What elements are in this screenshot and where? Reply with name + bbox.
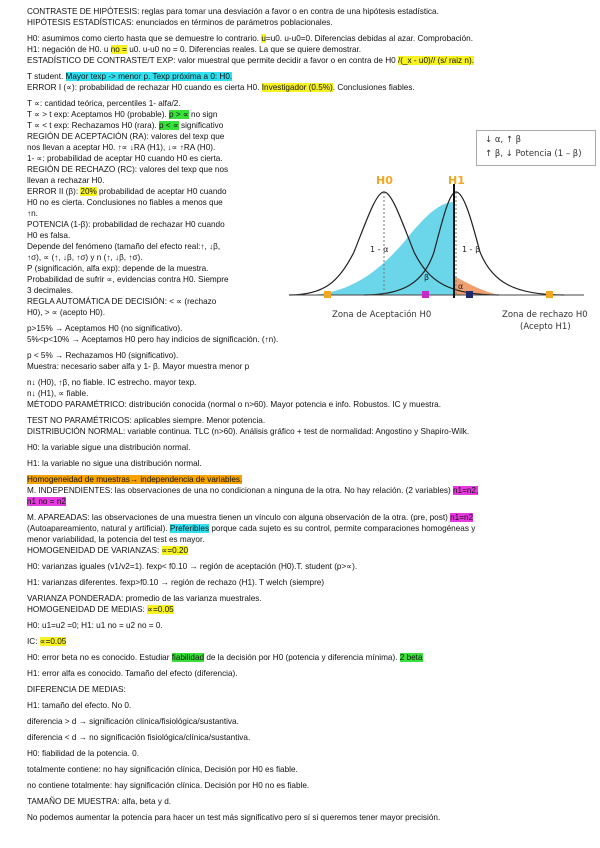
- text-line: [27, 512, 473, 523]
- text-segment: porque cada sujeto es su control, permite comparaciones homogéneas y: [209, 524, 476, 533]
- text-line: [27, 593, 262, 604]
- text-line: [27, 652, 423, 663]
- text-line: [27, 296, 216, 307]
- text-line: [27, 153, 223, 164]
- marker-h1-right: [546, 291, 553, 298]
- highlighted-text: /(_x - u0)// (s/ raiz n).: [398, 56, 474, 65]
- text-segment: H1: la variable no sigue una distribución normal.: [27, 459, 202, 468]
- text-segment: T student.: [27, 72, 66, 81]
- text-segment: H0), > ∝ (acepto H0).: [27, 308, 105, 317]
- text-line: [27, 323, 182, 334]
- zone-reject-label-1: Zona de rechazo H0: [502, 310, 588, 320]
- highlighted-text: Preferibles: [169, 524, 210, 533]
- text-line: [27, 350, 178, 361]
- text-line: [27, 263, 208, 274]
- legend-line-2: ↑ β, ↓ Potencia (1 – β): [485, 149, 582, 159]
- text-line: [27, 388, 88, 399]
- legend-box: [476, 130, 596, 166]
- text-segment: H0 es falsa.: [27, 231, 71, 240]
- text-segment: HOMOGENEIDAD DE MEDIAS:: [27, 605, 148, 614]
- beta-label: β: [424, 273, 430, 282]
- text-segment: . Conclusiones fiables.: [332, 83, 415, 92]
- highlighted-text: n1=n2: [450, 513, 474, 522]
- text-line: [27, 219, 225, 230]
- text-segment: H0 no es cierta. Conclusiones no fiables a menos que: [27, 198, 223, 207]
- text-segment: Depende del fenómeno (tamaño del efecto real:↑, ↓β,: [27, 242, 221, 251]
- text-line: [27, 620, 163, 631]
- highlighted-text: n1 no = n2: [27, 497, 66, 506]
- text-segment: de la decisión por H0 (potencia y diferencia mínima).: [204, 653, 400, 662]
- highlighted-text: ∝=0.05: [147, 605, 174, 614]
- text-segment: REGIÓN DE RECHAZO (RC): valores del texp que nos: [27, 165, 229, 174]
- text-segment: ERROR I (∝): probabilidad de rechazar H0 cuando es cierta H0.: [27, 83, 262, 92]
- text-segment: p < 5% → Rechazamos H0 (significativo).: [27, 351, 179, 360]
- text-line: [27, 131, 224, 142]
- highlighted-text: p < ∝: [158, 121, 179, 130]
- text-segment: M. INDEPENDIENTES: las observaciones de una no condicionan a ninguna de la otra. No hay relación. (2 variables): [27, 486, 453, 495]
- marker-alpha: [466, 291, 473, 298]
- text-segment: diferencia > d → significación clínica/fisiológica/sustantiva.: [27, 717, 239, 726]
- text-segment: nos llevan a aceptar H0. ↑∝ ↓RA (H1), ↓∝ ↑RA (H0).: [27, 143, 216, 152]
- text-segment: ↑n.: [27, 209, 38, 218]
- text-line: [27, 545, 188, 556]
- text-line: [27, 334, 278, 345]
- text-segment: H0: fiabilidad de la potencia. 0.: [27, 749, 139, 758]
- text-line: [27, 17, 333, 28]
- one-minus-alpha-label: 1 - α: [370, 245, 389, 254]
- text-segment: n↓ (H1), ∝ fiable.: [27, 389, 89, 398]
- text-line: [27, 230, 70, 241]
- text-line: [27, 175, 104, 186]
- text-line: [27, 274, 229, 285]
- highlighted-text: ∝=0.05: [39, 637, 67, 646]
- highlighted-text: Homogeneidad de muestras→ independencia de variables.: [27, 475, 243, 484]
- text-segment: H0: error beta no es conocido. Estudiar: [27, 653, 172, 662]
- text-line: [27, 55, 474, 66]
- text-line: [27, 164, 228, 175]
- highlighted-text: 2 beta: [399, 653, 423, 662]
- text-segment: No podemos aumentar la potencia para hacer un test más significativo pero sí si queremos tener mayor precisión.: [27, 813, 441, 822]
- text-segment: llevan a rechazar H0.: [27, 176, 105, 185]
- text-line: [27, 684, 126, 695]
- text-segment: 5%<p<10% → Aceptamos H0 pero hay indicios de significación. (↑n).: [27, 335, 279, 344]
- text-line: [27, 732, 250, 743]
- text-segment: ESTADÍSTICO DE CONTRASTE/T EXP: valor muestral que permite decidir a favor o en contra de H0: [27, 56, 398, 65]
- text-segment: p>15% → Aceptamos H0 (no significativo).: [27, 324, 183, 333]
- text-segment: H1: error alfa es conocido. Tamaño del efecto (diferencia).: [27, 669, 238, 678]
- text-line: [27, 98, 181, 109]
- text-line: [27, 716, 239, 727]
- text-segment: M. APAREADAS: las observaciones de una muestra tienen un vínculo con alguna observación de la otra. (pre, post): [27, 513, 451, 522]
- text-line: [27, 496, 66, 507]
- text-line: [27, 6, 439, 17]
- text-line: [27, 534, 205, 545]
- text-line: [27, 485, 478, 496]
- highlighted-text: ∝=0.20: [161, 546, 189, 555]
- text-segment: ↑σ), ∝ (↑, ↓β, ↑σ) y n (↑, ↓β, ↑σ).: [27, 253, 143, 262]
- text-line: [27, 361, 249, 372]
- text-line: [27, 120, 223, 131]
- text-line: [27, 636, 66, 647]
- text-segment: diferencia < d → no significación fisiológica/clínica/sustantiva.: [27, 733, 251, 742]
- highlighted-text: fiabilidad: [171, 653, 205, 662]
- text-line: [27, 71, 232, 82]
- text-segment: no sign: [188, 110, 218, 119]
- text-segment: DIFERENCIA DE MEDIAS:: [27, 685, 126, 694]
- text-line: [27, 796, 171, 807]
- highlighted-text: n1=n2,: [452, 486, 479, 495]
- text-segment: menor variabilidad, la potencia del test es mayor.: [27, 535, 205, 544]
- highlighted-text: p > ∝: [169, 110, 189, 119]
- highlighted-text: no =: [110, 45, 127, 54]
- text-line: [27, 208, 38, 219]
- text-line: [27, 197, 223, 208]
- text-line: [27, 668, 238, 679]
- text-line: [27, 285, 73, 296]
- text-line: [27, 399, 441, 410]
- text-line: [27, 812, 440, 823]
- text-line: [27, 82, 415, 93]
- text-line: [27, 44, 361, 55]
- text-line: [27, 426, 469, 437]
- highlighted-text: 20%: [80, 187, 97, 196]
- text-line: [27, 415, 265, 426]
- text-line: [27, 252, 143, 263]
- text-segment: significativo: [178, 121, 224, 130]
- text-segment: H1: varianzas diferentes. fexp>f0.10 → región de rechazo (H1). T welch (siempre): [27, 578, 325, 587]
- text-segment: totalmente contiene: no hay significación clínica, Decisión por H0 es fiable.: [27, 765, 298, 774]
- text-segment: VARIANZA PONDERADA: promedio de las varianza muestrales.: [27, 594, 262, 603]
- marker-beta: [422, 291, 429, 298]
- text-segment: 1- ∝: probabilidad de aceptar H0 cuando H0 es cierta.: [27, 154, 223, 163]
- text-line: [27, 764, 298, 775]
- one-minus-beta-label: 1 - β: [462, 245, 481, 254]
- text-line: [27, 780, 309, 791]
- text-segment: H0: asumimos como cierto hasta que se demuestre lo contrario.: [27, 34, 262, 43]
- text-segment: POTENCIA (1-β): probabilidad de rechazar H0 cuando: [27, 220, 225, 229]
- text-line: [27, 458, 202, 469]
- highlighted-text: u: [261, 34, 266, 43]
- text-segment: REGLA AUTOMÁTICA DE DECISIÓN: < ∝ (rechazo: [27, 297, 217, 306]
- text-segment: MÉTODO PARAMÉTRICO: distribución conocida (normal o n>60). Mayor potencia e info. Robustos. IC y muestra.: [27, 400, 442, 409]
- text-line: [27, 577, 324, 588]
- text-line: [27, 523, 475, 534]
- text-line: [27, 442, 190, 453]
- zone-reject-label-2: (Acepto H1): [520, 322, 571, 332]
- text-line: [27, 241, 220, 252]
- distribution-curves: [284, 172, 594, 340]
- text-line: [27, 186, 227, 197]
- text-segment: ERROR II (β):: [27, 187, 81, 196]
- text-segment: T ∝: cantidad teórica, percentiles 1- alfa/2.: [27, 99, 181, 108]
- text-line: [27, 700, 131, 711]
- text-segment: DISTRIBUCIÓN NORMAL: variable continua. TLC (n>60). Análisis gráfico + test de normalidad: Angostino y Shapiro-Wilk.: [27, 427, 470, 436]
- text-line: [27, 474, 242, 485]
- text-line: [27, 109, 217, 120]
- text-segment: REGIÓN DE ACEPTACIÓN (RA): valores del texp que: [27, 132, 225, 141]
- text-segment: H0: varianzas iguales (v1/v2=1). fexp< f0.10 → región de aceptación (H0).T. student (p>∝).: [27, 562, 358, 571]
- text-segment: Probabilidad de sufrir ∝, evidencias contra H0. Siempre: [27, 275, 229, 284]
- hypothesis-figure: [284, 172, 594, 340]
- text-segment: 3 decimales.: [27, 286, 73, 295]
- text-line: [27, 561, 357, 572]
- text-segment: HOMOGENEIDAD DE VARIANZAS:: [27, 546, 162, 555]
- text-segment: T ∝ < t exp: Rechazamos H0 (rara).: [27, 121, 159, 130]
- text-segment: P (significación, alfa exp): depende de la muestra.: [27, 264, 209, 273]
- text-segment: no contiene totalmente: hay significación clínica. Decisión por H0 no es fiable.: [27, 781, 310, 790]
- text-segment: TAMAÑO DE MUESTRA: alfa, beta y d.: [27, 797, 172, 806]
- text-segment: H1: negación de H0. u: [27, 45, 111, 54]
- zone-accept-label: Zona de Aceptación H0: [332, 310, 432, 320]
- text-segment: Muestra: necesario saber alfa y 1- β. Mayor muestra menor p: [27, 362, 250, 371]
- text-segment: IC:: [27, 637, 40, 646]
- text-segment: T ∝ > t exp: Aceptamos H0 (probable).: [27, 110, 169, 119]
- highlighted-text: Mayor texp -> menor p. Texp próxima a 0: H0.: [65, 72, 233, 81]
- text-line: [27, 142, 215, 153]
- text-segment: =u0. u-u0=0. Diferencias debidas al azar. Comprobación.: [265, 34, 474, 43]
- text-line: [27, 604, 174, 615]
- text-segment: (Autoapareamiento, natural y artificial).: [27, 524, 170, 533]
- h0-label: H0: [376, 174, 393, 187]
- text-line: [27, 748, 139, 759]
- text-segment: n↓ (H0), ↑β, no fiable. IC estrecho. mayor texp.: [27, 378, 197, 387]
- text-segment: HIPÓTESIS ESTADÍSTICAS: enunciados en términos de parámetros poblacionales.: [27, 18, 333, 27]
- h1-label: H1: [448, 174, 465, 187]
- text-line: [27, 33, 473, 44]
- text-segment: H1: tamaño del efecto. No 0.: [27, 701, 132, 710]
- text-segment: u0. u-u0 no = 0. Diferencias reales. La que se quiere demostrar.: [126, 45, 362, 54]
- text-segment: CONTRASTE DE HIPÓTESIS: reglas para tomar una desviación a favor o en contra de una hipótesis estadística.: [27, 7, 439, 16]
- text-segment: probabilidad de aceptar H0 cuando: [96, 187, 227, 196]
- marker-h0-left: [324, 291, 331, 298]
- text-segment: H0: la variable sigue una distribución normal.: [27, 443, 191, 452]
- text-segment: H0: u1=u2 =0; H1: u1 no = u2 no = 0.: [27, 621, 163, 630]
- text-line: [27, 307, 105, 318]
- highlighted-text: Investigador (0.5%): [261, 83, 333, 92]
- legend-line-1: ↓ α, ↑ β: [485, 135, 522, 145]
- text-line: [27, 377, 196, 388]
- alpha-label: α: [458, 282, 464, 291]
- text-segment: TEST NO PARAMÉTRICOS: aplicables siempre. Menor potencia.: [27, 416, 266, 425]
